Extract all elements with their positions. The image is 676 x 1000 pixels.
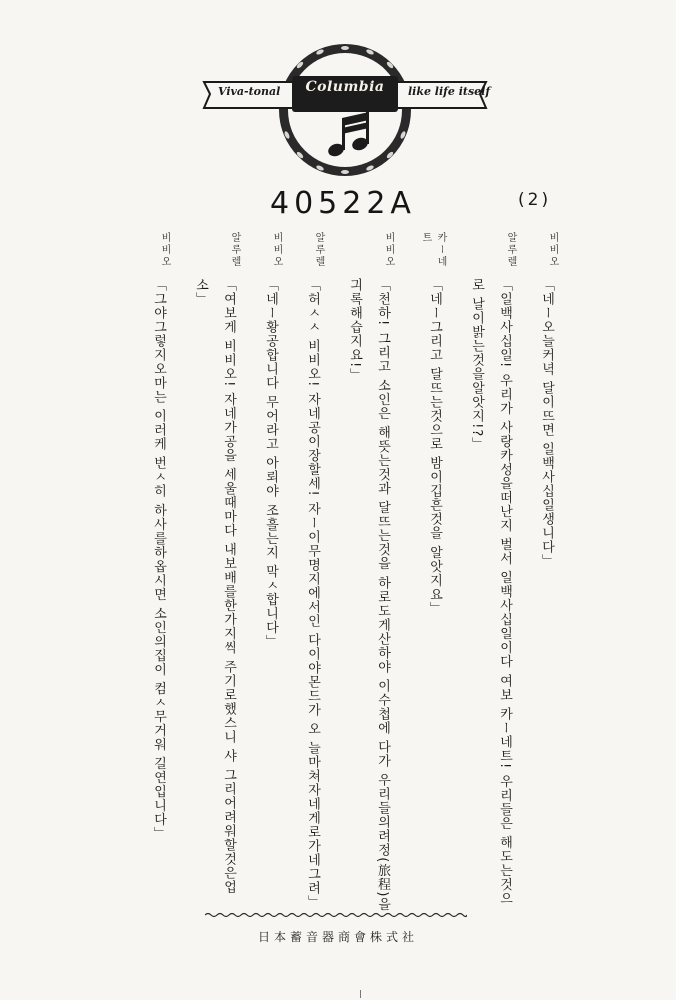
banner-left-text: Viva-tonal bbox=[218, 85, 281, 98]
speech-text: 「네ー그리고 달뜨는것으로 밤이깁흔것을 알앗지요」 bbox=[427, 277, 442, 615]
dialogue-line bbox=[532, 232, 560, 912]
footer-wavy-rule bbox=[205, 912, 467, 918]
speaker-label: 비비오 bbox=[159, 232, 170, 268]
brand-name: Columbia bbox=[305, 79, 385, 95]
speaker-label: 카ー네트 bbox=[420, 232, 446, 268]
banner-right-text: like life itself bbox=[408, 85, 491, 98]
speaker-label: 비비오 bbox=[547, 232, 558, 268]
speech-text: 「여보게 비비오! 자네가공을 세울때마다 내보배를한가지씩 주기로했스니 샤 그리어려워할것은업소」 bbox=[193, 277, 236, 894]
speaker-label: 알루렐 bbox=[313, 232, 324, 268]
columbia-logo bbox=[200, 38, 490, 180]
dialogue-line bbox=[298, 232, 326, 912]
speech-text: 「그야그렇지오마는 이러케 번ㅅ히 하사를하옵시면 소인의집이 컴ㅅ무거워 길연입니다」 bbox=[151, 277, 166, 841]
speaker-label: 알루렐 bbox=[229, 232, 240, 268]
speaker-label: 알루렐 bbox=[505, 232, 516, 268]
dialogue-line bbox=[462, 232, 518, 912]
speaker-label: 비비오 bbox=[383, 232, 394, 268]
bottom-tick-mark bbox=[360, 990, 361, 998]
page-number: (2) bbox=[518, 190, 552, 210]
dialogue-columns bbox=[110, 232, 560, 912]
publisher-footer: 日本蓄音器商會株式社 bbox=[257, 930, 418, 944]
dialogue-line bbox=[340, 232, 396, 912]
speech-text: 「일백사십일! 우리가 사랑카성을떠난지 벌서 일백사십일이다 여보 카ー네트! 우리들은 해도는것으로 날이밝는것을알앗지!?」 bbox=[469, 277, 512, 906]
columbia-emblem-icon bbox=[200, 38, 490, 180]
speech-text: 「네ー황공합니다 무어라고 아뢰야 조흘는지 막ㅅ합니다」 bbox=[263, 277, 278, 649]
speech-text: 「허ㅅㅅ 비비오! 자네공이장할세! 자ー이무명지에서인 다이야몬드가 오 늘마쳐자네게로가네그려」 bbox=[305, 277, 320, 909]
catalog-number: 40522A bbox=[270, 186, 416, 221]
dialogue-line bbox=[186, 232, 242, 912]
dialogue-line bbox=[410, 232, 448, 912]
speaker-label: 비비오 bbox=[271, 232, 282, 268]
dialogue-line bbox=[144, 232, 172, 912]
speech-text: 「네ー오늘커녁 달이뜨면 일백사십일생니다」 bbox=[539, 277, 554, 568]
dialogue-line bbox=[256, 232, 284, 912]
speech-text: 「천하! 그리고 소인은 해뜻는것과 달뜨는것을 하로도게산하야 이수첩에 다가 우리들의려정(旅程)을 긔록해습지요!」 bbox=[347, 277, 390, 912]
